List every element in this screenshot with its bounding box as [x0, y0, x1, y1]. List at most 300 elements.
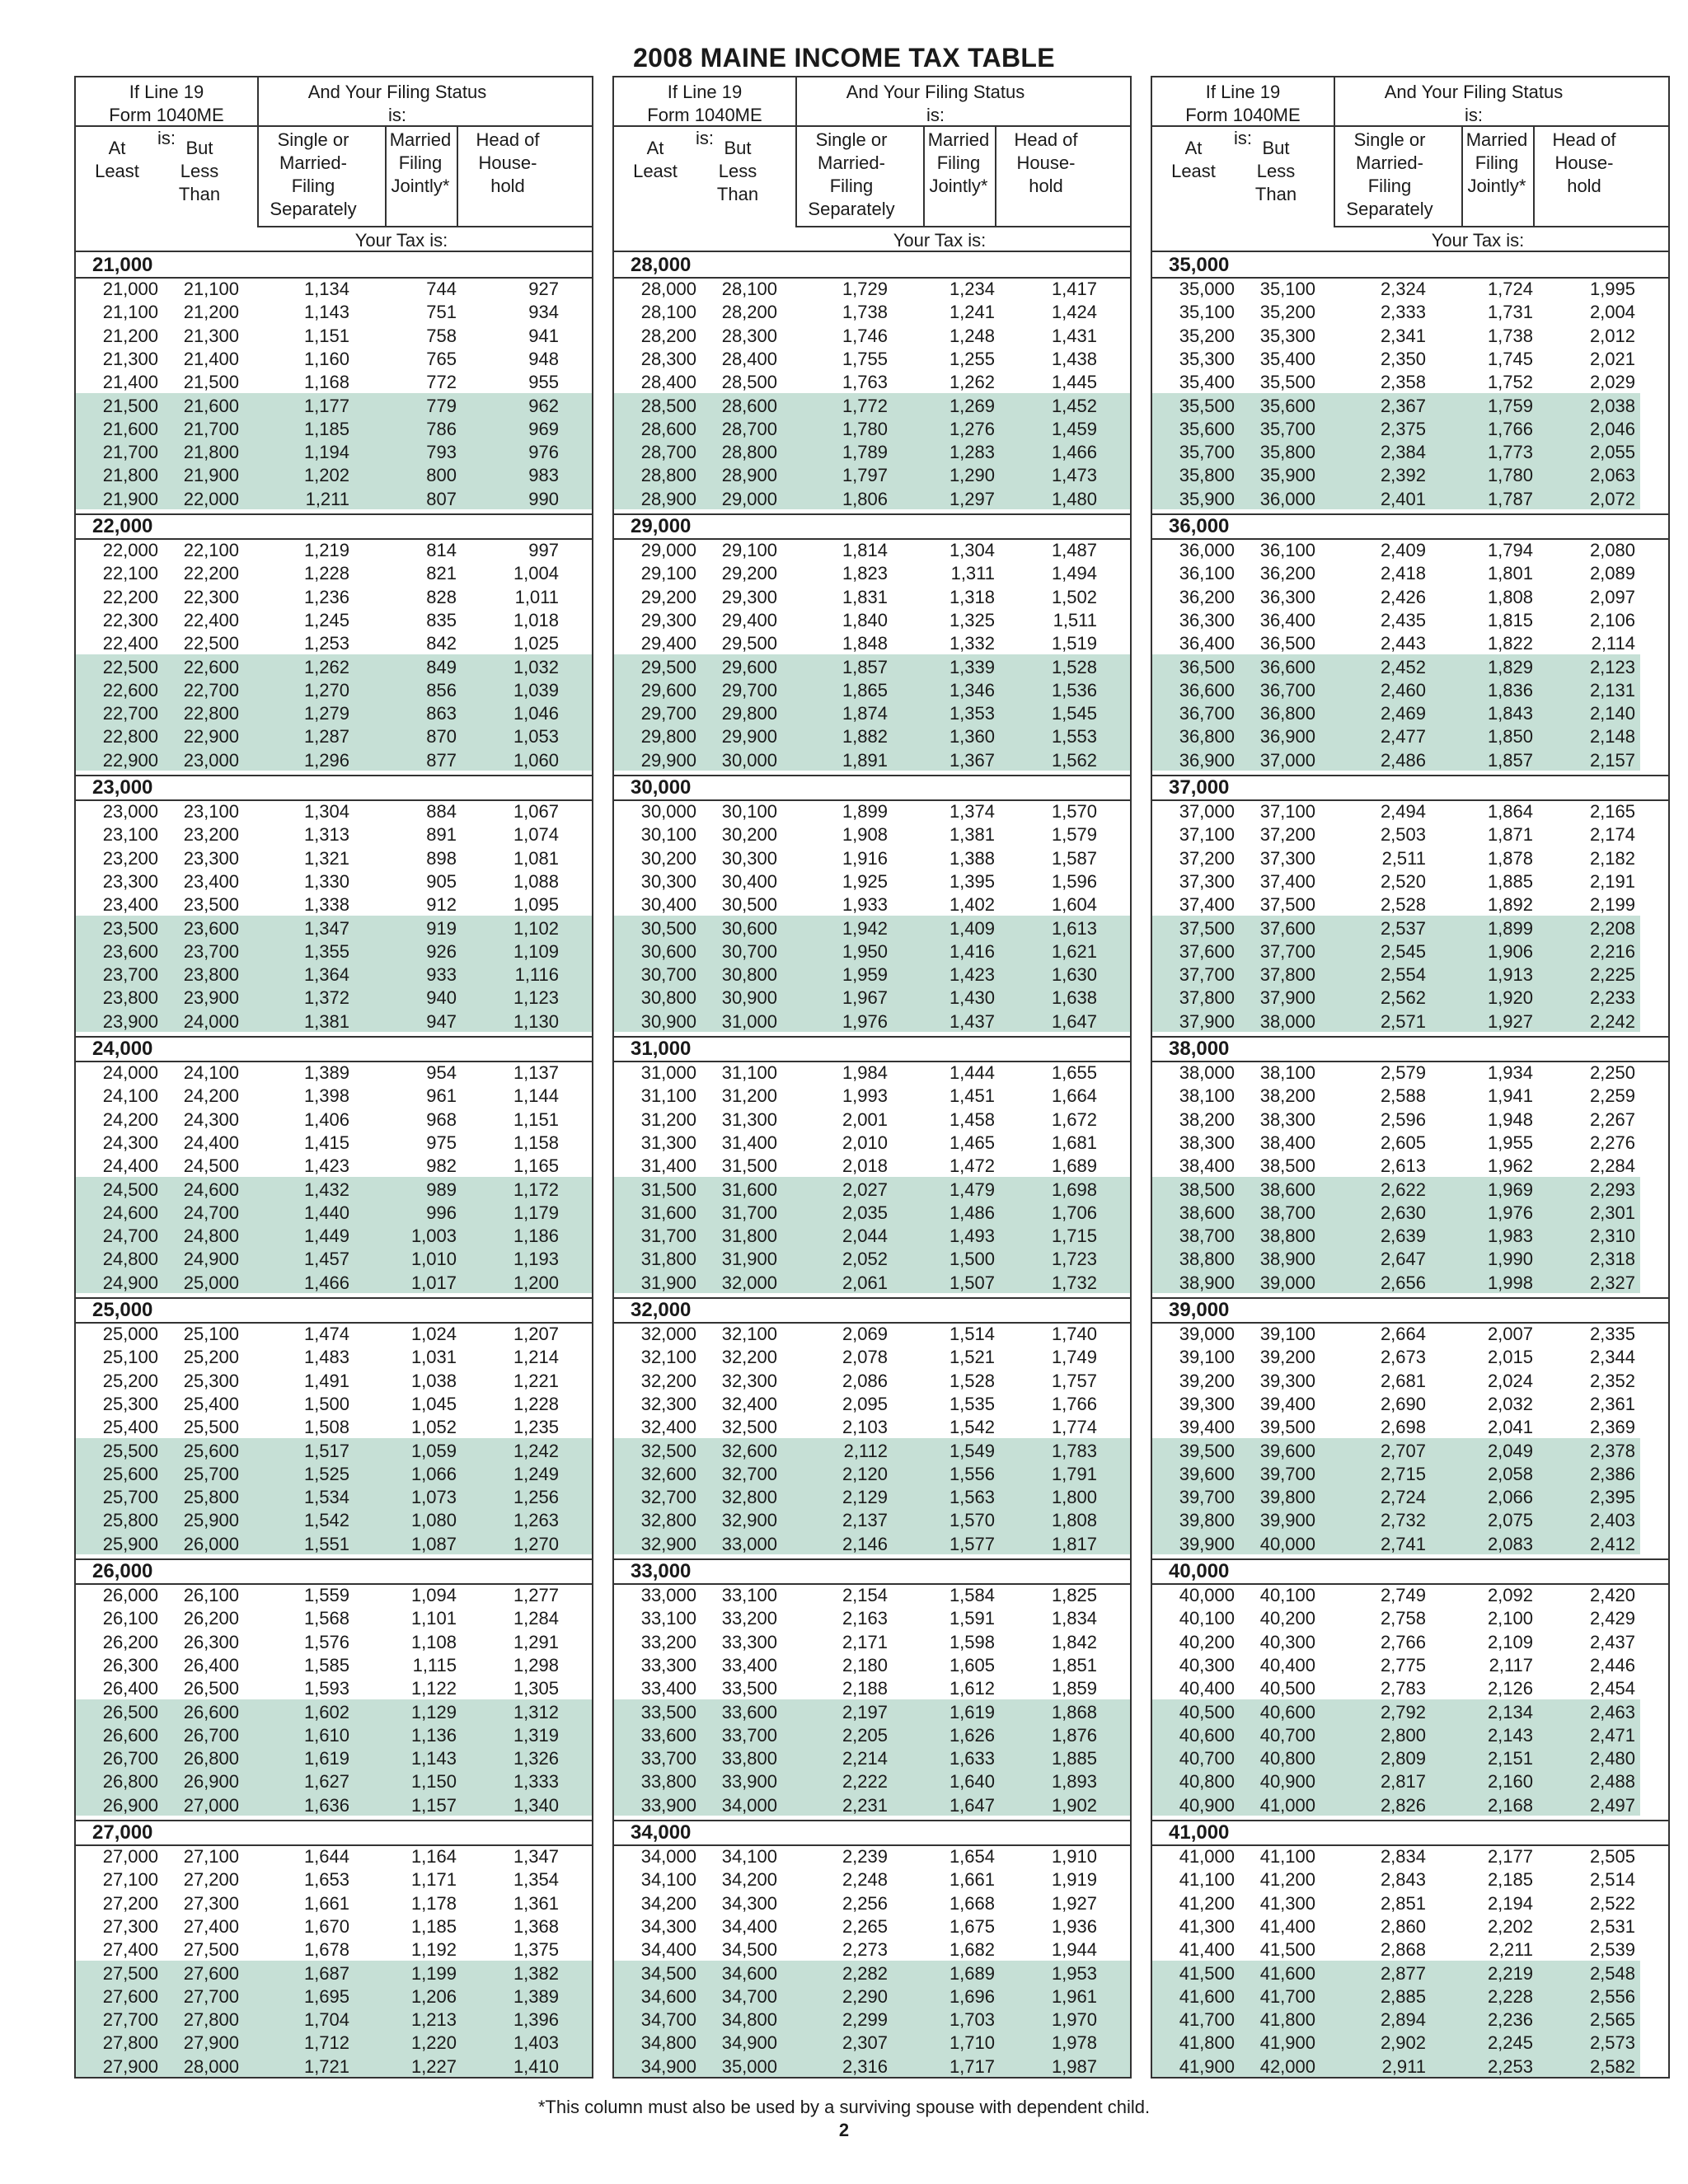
at-least-cell: 33,100 — [640, 1608, 696, 1629]
head-tax-cell: 1,473 — [1051, 465, 1097, 486]
single-tax-cell: 2,214 — [842, 1748, 888, 1769]
married-tax-cell: 1,514 — [949, 1324, 995, 1344]
at-least-cell: 32,100 — [640, 1347, 696, 1368]
but-less-than-cell: 26,900 — [183, 1771, 239, 1793]
table-row — [76, 940, 592, 963]
head-tax-cell: 1,032 — [513, 656, 559, 677]
head-tax-cell: 1,193 — [513, 1249, 559, 1270]
table-row — [1152, 609, 1668, 632]
table-row — [1152, 1677, 1668, 1700]
single-tax-cell: 2,129 — [842, 1487, 888, 1508]
but-less-than-cell: 37,000 — [1259, 749, 1315, 771]
table-row — [76, 418, 592, 441]
married-tax-cell: 2,185 — [1487, 1869, 1533, 1891]
but-less-than-cell: 35,300 — [1259, 325, 1315, 346]
head-tax-cell: 1,214 — [513, 1347, 559, 1368]
single-tax-cell: 2,137 — [842, 1510, 888, 1531]
table-row — [76, 562, 592, 585]
married-tax-cell: 1,794 — [1487, 540, 1533, 560]
single-tax-cell: 1,262 — [303, 656, 349, 677]
single-tax-cell: 2,282 — [842, 1962, 888, 1984]
head-tax-cell: 1,319 — [513, 1724, 559, 1746]
group-title: 29,000 — [631, 515, 692, 537]
income-group — [76, 1558, 592, 1820]
head-tax-cell: 2,182 — [1589, 847, 1635, 869]
at-least-cell: 34,800 — [640, 2032, 696, 2054]
single-tax-cell: 2,911 — [1381, 2055, 1426, 2077]
head-tax-cell: 1,368 — [513, 1915, 559, 1937]
single-tax-cell: 1,806 — [842, 488, 888, 509]
header-divider — [1533, 125, 1535, 227]
single-tax-cell: 1,729 — [842, 279, 888, 299]
status-group-header: And Your Filing Status is: — [846, 82, 1025, 125]
table-row — [614, 371, 1130, 394]
group-title: 23,000 — [92, 776, 153, 799]
table-row — [76, 917, 592, 940]
at-least-cell: 25,200 — [102, 1370, 158, 1391]
head-tax-cell: 1,655 — [1051, 1062, 1097, 1083]
single-tax-cell: 1,287 — [303, 726, 349, 748]
married-tax-cell: 1,416 — [949, 940, 995, 962]
income-group — [614, 1558, 1130, 1820]
table-row — [76, 395, 592, 418]
table-row — [614, 749, 1130, 772]
at-least-cell: 24,000 — [102, 1062, 158, 1083]
single-tax-cell: 2,681 — [1380, 1370, 1426, 1391]
married-tax-cell: 1,892 — [1487, 894, 1533, 916]
but-less-than-cell: 32,200 — [721, 1347, 777, 1368]
table-row — [614, 1868, 1130, 1891]
at-least-cell: 29,400 — [640, 633, 696, 654]
table-row — [1152, 1062, 1668, 1085]
single-tax-cell: 2,205 — [842, 1724, 888, 1746]
but-less-than-cell: 24,300 — [183, 1108, 239, 1130]
single-tax-cell: 1,993 — [842, 1085, 888, 1107]
but-less-than-cell: 23,500 — [183, 894, 239, 916]
married-tax-cell: 1,164 — [410, 1846, 457, 1867]
at-least-cell: 27,600 — [102, 1985, 158, 2007]
married-tax-cell: 1,542 — [949, 1417, 995, 1438]
but-less-than-cell: 30,700 — [721, 940, 777, 962]
at-least-cell: 39,400 — [1179, 1417, 1235, 1438]
single-tax-cell: 2,571 — [1380, 1010, 1426, 1032]
at-least-cell: 23,300 — [102, 870, 158, 892]
head-tax-cell: 1,270 — [513, 1533, 559, 1554]
married-tax-cell: 1,766 — [1487, 418, 1533, 439]
married-tax-cell: 1,780 — [1487, 465, 1533, 486]
but-less-than-cell: 41,800 — [1259, 2009, 1315, 2031]
at-least-cell: 37,900 — [1179, 1010, 1235, 1032]
table-row — [1152, 749, 1668, 772]
but-less-than-cell: 25,600 — [183, 1440, 239, 1461]
single-tax-cell: 1,891 — [842, 749, 888, 771]
head-tax-cell: 2,454 — [1589, 1678, 1635, 1699]
single-tax-cell: 1,168 — [303, 372, 349, 393]
married-tax-cell: 1,318 — [949, 586, 995, 607]
at-least-cell: 33,500 — [640, 1701, 696, 1722]
married-tax-cell: 933 — [426, 964, 457, 986]
table-row — [614, 963, 1130, 987]
table-row — [614, 278, 1130, 301]
married-tax-cell: 1,052 — [410, 1417, 457, 1438]
at-least-cell: 38,600 — [1179, 1202, 1235, 1223]
single-tax-cell: 2,554 — [1380, 964, 1426, 986]
table-row — [1152, 1486, 1668, 1509]
but-less-than-cell: 36,700 — [1259, 679, 1315, 701]
but-less-than-cell: 23,800 — [183, 964, 239, 986]
head-tax-cell: 2,191 — [1589, 870, 1635, 892]
married-tax-cell: 1,374 — [949, 801, 995, 822]
at-least-cell: 36,000 — [1179, 540, 1235, 560]
table-row — [1152, 278, 1668, 301]
head-tax-cell: 1,638 — [1051, 987, 1097, 1009]
but-less-than-cell: 39,200 — [1259, 1347, 1315, 1368]
single-header: Single or Married-Filing Separately — [1346, 129, 1433, 219]
single-tax-cell: 2,707 — [1380, 1440, 1426, 1461]
head-tax-cell: 1,689 — [1051, 1155, 1097, 1177]
table-row — [614, 1938, 1130, 1961]
married-tax-cell: 1,220 — [410, 2032, 457, 2054]
income-group — [1152, 1297, 1668, 1558]
but-less-than-cell: 26,700 — [183, 1724, 239, 1746]
table-row — [76, 679, 592, 702]
at-least-cell: 34,000 — [640, 1846, 696, 1867]
but-less-than-cell: 30,500 — [721, 894, 777, 916]
head-tax-cell: 1,647 — [1051, 1010, 1097, 1032]
married-tax-cell: 1,066 — [410, 1463, 457, 1484]
married-tax-cell: 1,178 — [410, 1892, 457, 1914]
head-tax-cell: 1,403 — [513, 2032, 559, 2054]
married-tax-cell: 863 — [426, 703, 457, 724]
at-least-cell: 29,500 — [640, 656, 696, 677]
at-least-cell: 39,800 — [1179, 1510, 1235, 1531]
head-tax-cell: 1,137 — [513, 1062, 559, 1083]
head-tax-cell: 1,284 — [513, 1608, 559, 1629]
group-title: 21,000 — [92, 254, 153, 276]
income-group — [1152, 513, 1668, 775]
head-tax-cell: 2,114 — [1591, 633, 1635, 654]
married-tax-cell: 1,073 — [410, 1487, 457, 1508]
head-tax-cell: 2,165 — [1589, 801, 1635, 822]
at-least-cell: 31,500 — [640, 1179, 696, 1200]
head-tax-cell: 1,382 — [513, 1962, 559, 1984]
group-rule — [1152, 1297, 1668, 1299]
but-less-than-cell: 31,700 — [721, 1202, 777, 1223]
single-tax-cell: 1,500 — [303, 1393, 349, 1414]
at-least-cell: 30,800 — [640, 987, 696, 1009]
table-row — [614, 1370, 1130, 1393]
table-row — [1152, 325, 1668, 348]
at-least-cell: 21,300 — [102, 348, 158, 369]
head-tax-cell: 1,715 — [1051, 1226, 1097, 1247]
head-tax-cell: 2,488 — [1589, 1771, 1635, 1793]
but-less-than-cell: 41,300 — [1259, 1892, 1315, 1914]
but-less-than-cell: 32,800 — [721, 1487, 777, 1508]
single-tax-cell: 2,409 — [1380, 540, 1426, 560]
married-tax-cell: 1,024 — [410, 1324, 457, 1344]
table-row — [1152, 1607, 1668, 1630]
at-least-cell: 23,900 — [102, 1010, 158, 1032]
at-least-cell: 39,600 — [1179, 1463, 1235, 1484]
married-tax-cell: 1,325 — [949, 609, 995, 630]
header-divider — [457, 125, 458, 227]
head-tax-cell: 2,012 — [1589, 325, 1635, 346]
at-least-cell: 25,800 — [102, 1510, 158, 1531]
table-row — [614, 464, 1130, 487]
single-tax-cell: 2,180 — [842, 1654, 888, 1675]
single-tax-cell: 1,398 — [303, 1085, 349, 1107]
income-group — [1152, 1558, 1668, 1820]
head-tax-cell: 2,140 — [1589, 703, 1635, 724]
but-less-than-cell: 22,700 — [183, 679, 239, 701]
at-least-cell: 22,500 — [102, 656, 158, 677]
married-tax-cell: 1,998 — [1487, 1272, 1533, 1293]
at-least-cell: 25,600 — [102, 1463, 158, 1484]
single-tax-cell: 1,304 — [303, 801, 349, 822]
single-tax-cell: 2,171 — [842, 1631, 888, 1652]
table-row — [614, 1248, 1130, 1271]
head-tax-cell: 2,038 — [1589, 395, 1635, 416]
but-less-than-cell: 29,100 — [721, 540, 777, 560]
page-number: 2 — [838, 2120, 850, 2140]
head-tax-cell: 1,859 — [1051, 1678, 1097, 1699]
table-row — [76, 1985, 592, 2008]
at-least-cell: 21,400 — [102, 372, 158, 393]
table-row — [1152, 2055, 1668, 2079]
table-row — [614, 1202, 1130, 1225]
married-tax-cell: 1,472 — [949, 1155, 995, 1177]
married-tax-cell: 1,248 — [949, 325, 995, 346]
but-less-than-cell: 36,000 — [1259, 488, 1315, 509]
married-tax-cell: 1,598 — [949, 1631, 995, 1652]
but-less-than-cell: 36,100 — [1259, 540, 1315, 560]
group-rule — [614, 513, 1130, 515]
table-row — [76, 464, 592, 487]
at-least-cell: 27,300 — [102, 1915, 158, 1937]
but-less-than-cell: 24,000 — [183, 1010, 239, 1032]
single-tax-cell: 2,367 — [1380, 395, 1426, 416]
but-less-than-cell: 34,000 — [721, 1794, 777, 1816]
but-less-than-cell: 35,800 — [1259, 442, 1315, 463]
married-tax-cell: 1,045 — [410, 1393, 457, 1414]
single-tax-cell: 2,035 — [842, 1202, 888, 1223]
head-tax-cell: 2,080 — [1589, 540, 1635, 560]
head-tax-cell: 1,613 — [1051, 917, 1097, 939]
income-group — [614, 513, 1130, 775]
single-tax-cell: 2,392 — [1380, 465, 1426, 486]
table-row — [76, 1370, 592, 1393]
at-least-cell: 34,300 — [640, 1915, 696, 1937]
head-tax-cell: 1,186 — [513, 1226, 559, 1247]
married-tax-cell: 1,913 — [1487, 964, 1533, 986]
married-tax-cell: 2,177 — [1487, 1846, 1533, 1867]
married-tax-cell: 2,041 — [1487, 1417, 1533, 1438]
head-tax-cell: 2,131 — [1589, 679, 1635, 701]
single-tax-cell: 1,517 — [303, 1440, 349, 1461]
single-header: Single or Married-Filing Separately — [270, 129, 357, 219]
single-tax-cell: 1,457 — [303, 1249, 349, 1270]
income-group — [76, 1297, 592, 1558]
but-less-than-header: But Less Than — [1254, 138, 1297, 204]
single-tax-cell: 2,588 — [1380, 1085, 1426, 1107]
but-less-than-cell: 37,900 — [1259, 987, 1315, 1009]
at-least-cell: 40,500 — [1179, 1701, 1235, 1722]
married-tax-cell: 996 — [426, 1202, 457, 1223]
head-tax-cell: 1,438 — [1051, 348, 1097, 369]
at-least-cell: 32,900 — [640, 1533, 696, 1554]
single-tax-cell: 1,763 — [842, 372, 888, 393]
table-row — [76, 1179, 592, 1202]
married-header: Married Filing Jointly* — [389, 129, 452, 196]
but-less-than-cell: 42,000 — [1259, 2055, 1315, 2077]
but-less-than-cell: 25,800 — [183, 1487, 239, 1508]
married-tax-cell: 758 — [426, 325, 457, 346]
head-tax-cell: 1,347 — [513, 1846, 559, 1867]
head-tax-cell: 2,293 — [1589, 1179, 1635, 1200]
married-tax-cell: 1,829 — [1487, 656, 1533, 677]
single-tax-cell: 1,950 — [842, 940, 888, 962]
head-tax-cell: 1,410 — [513, 2055, 559, 2077]
married-tax-cell: 2,032 — [1487, 1393, 1533, 1414]
single-tax-cell: 1,908 — [842, 824, 888, 846]
single-tax-cell: 1,627 — [303, 1771, 349, 1793]
single-tax-cell: 2,656 — [1380, 1272, 1426, 1293]
income-group-header: If Line 19 Form 1040ME is: — [1185, 82, 1301, 148]
single-tax-cell: 2,885 — [1380, 1985, 1426, 2007]
at-least-cell: 22,800 — [102, 726, 158, 748]
married-tax-cell: 1,731 — [1487, 302, 1533, 323]
married-tax-cell: 2,117 — [1489, 1654, 1533, 1675]
single-tax-cell: 2,758 — [1380, 1608, 1426, 1629]
at-least-cell: 22,100 — [102, 563, 158, 584]
single-tax-cell: 2,520 — [1380, 870, 1426, 892]
table-row — [1152, 418, 1668, 441]
single-tax-cell: 1,942 — [842, 917, 888, 939]
table-row — [76, 2032, 592, 2055]
married-tax-cell: 1,500 — [949, 1249, 995, 1270]
table-row — [614, 348, 1130, 371]
but-less-than-cell: 34,200 — [721, 1869, 777, 1891]
married-tax-cell: 1,241 — [949, 302, 995, 323]
at-least-cell: 34,900 — [640, 2055, 696, 2077]
head-tax-cell: 2,021 — [1589, 348, 1635, 369]
at-least-cell: 25,100 — [102, 1347, 158, 1368]
married-tax-cell: 1,115 — [412, 1654, 457, 1675]
married-tax-cell: 1,899 — [1487, 917, 1533, 939]
married-tax-cell: 1,430 — [949, 987, 995, 1009]
at-least-cell: 21,900 — [102, 488, 158, 509]
at-least-cell: 36,100 — [1179, 563, 1235, 584]
at-least-cell: 24,200 — [102, 1108, 158, 1130]
single-tax-cell: 1,704 — [303, 2009, 349, 2031]
at-least-cell: 36,700 — [1179, 703, 1235, 724]
single-tax-cell: 2,477 — [1380, 726, 1426, 748]
table-row — [1152, 301, 1668, 324]
head-tax-cell: 1,698 — [1051, 1179, 1097, 1200]
head-tax-cell: 1,536 — [1051, 679, 1097, 701]
at-least-cell: 33,400 — [640, 1678, 696, 1699]
head-tax-cell: 2,403 — [1589, 1510, 1635, 1531]
table-row — [1152, 1584, 1668, 1607]
at-least-cell: 28,200 — [640, 325, 696, 346]
head-tax-cell: 1,004 — [513, 563, 559, 584]
table-row — [1152, 562, 1668, 585]
table-row — [76, 1724, 592, 1747]
group-rule — [1152, 1036, 1668, 1038]
but-less-than-cell: 33,200 — [721, 1608, 777, 1629]
income-group-header: If Line 19 Form 1040ME is: — [109, 82, 224, 148]
head-tax-cell: 1,604 — [1051, 894, 1097, 916]
group-title: 32,000 — [631, 1299, 692, 1321]
married-tax-cell: 1,990 — [1487, 1249, 1533, 1270]
married-tax-cell: 1,080 — [410, 1510, 457, 1531]
head-tax-cell: 1,249 — [513, 1463, 559, 1484]
group-rule — [1152, 513, 1668, 515]
at-least-cell: 35,900 — [1179, 488, 1235, 509]
table-panel — [74, 76, 593, 2079]
married-tax-cell: 1,717 — [949, 2055, 995, 2077]
at-least-cell: 23,800 — [102, 987, 158, 1009]
at-least-cell: 31,700 — [640, 1226, 696, 1247]
header-divider — [1461, 125, 1463, 227]
at-least-cell: 27,400 — [102, 1939, 158, 1961]
but-less-than-cell: 37,300 — [1259, 847, 1315, 869]
table-row — [76, 1416, 592, 1439]
table-row — [614, 1677, 1130, 1700]
but-less-than-cell: 23,300 — [183, 847, 239, 869]
table-row — [1152, 847, 1668, 870]
head-tax-cell: 2,361 — [1589, 1393, 1635, 1414]
at-least-cell: 37,500 — [1179, 917, 1235, 939]
at-least-cell: 41,000 — [1179, 1846, 1235, 1867]
married-tax-cell: 1,570 — [949, 1510, 995, 1531]
but-less-than-cell: 25,100 — [183, 1324, 239, 1344]
at-least-cell: 40,200 — [1179, 1631, 1235, 1652]
at-least-cell: 22,000 — [102, 540, 158, 560]
married-tax-cell: 1,234 — [949, 279, 995, 299]
head-tax-cell: 1,305 — [513, 1678, 559, 1699]
single-tax-cell: 2,018 — [842, 1155, 888, 1177]
married-tax-cell: 856 — [426, 679, 457, 701]
single-tax-cell: 2,375 — [1380, 418, 1426, 439]
but-less-than-cell: 21,600 — [183, 395, 239, 416]
but-less-than-cell: 25,900 — [183, 1510, 239, 1531]
table-row — [76, 609, 592, 632]
married-tax-cell: 1,654 — [949, 1846, 995, 1867]
single-tax-cell: 2,639 — [1380, 1226, 1426, 1247]
but-less-than-cell: 23,000 — [183, 749, 239, 771]
at-least-cell: 38,000 — [1179, 1062, 1235, 1083]
head-tax-cell: 1,511 — [1053, 609, 1097, 630]
single-tax-cell: 1,279 — [303, 703, 349, 724]
group-title: 25,000 — [92, 1299, 153, 1321]
at-least-cell: 40,700 — [1179, 1748, 1235, 1769]
single-tax-cell: 1,432 — [303, 1179, 349, 1200]
single-tax-cell: 1,925 — [842, 870, 888, 892]
panel-gap — [593, 76, 612, 2079]
income-group — [76, 1036, 592, 1297]
married-tax-cell: 1,857 — [1487, 749, 1533, 771]
married-tax-cell: 1,143 — [410, 1748, 457, 1769]
at-least-cell: 26,600 — [102, 1724, 158, 1746]
table-row — [76, 301, 592, 324]
married-tax-cell: 1,682 — [949, 1939, 995, 1961]
single-tax-cell: 2,384 — [1380, 442, 1426, 463]
table-row — [614, 1985, 1130, 2008]
table-row — [614, 1463, 1130, 1486]
at-least-cell: 35,200 — [1179, 325, 1235, 346]
head-tax-cell: 2,029 — [1589, 372, 1635, 393]
